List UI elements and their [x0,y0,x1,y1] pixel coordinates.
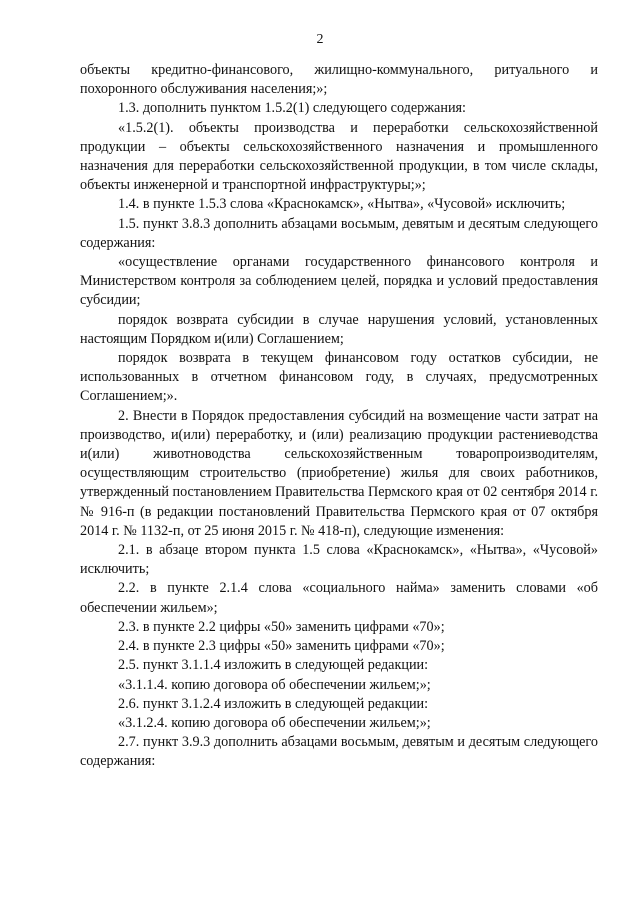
paragraph-quote-control: «осуществление органами государственного финансового контроля и Министерством контроля за соблюдением целей, порядка и условий предоставления субсидии; [80,254,598,309]
document-body [80,61,598,772]
paragraph-item-2-4: 2.4. в пункте 2.3 цифры «50» заменить цифрами «70»; [118,638,445,655]
paragraph-quote-1-5-2-1: «1.5.2(1). объекты производства и переработки сельскохозяйственной продукции – объекты сельскохозяйственного назначения и промышленного назначения для переработки сельскохозяйственной продукции, в том числе склады, объекты инженерной и транспортной инфраструктуры;»; [80,119,598,194]
paragraph-item-2-1: 2.1. в абзаце втором пункта 1.5 слова «Краснокамск», «Нытва», «Чусовой» исключить; [80,542,598,578]
paragraph-item-2-6: 2.6. пункт 3.1.2.4 изложить в следующей редакции: [118,695,429,712]
paragraph-item-2-3: 2.3. в пункте 2.2 цифры «50» заменить цифрами «70»; [118,618,445,635]
paragraph-item-2-2: 2.2. в пункте 2.1.4 слова «социального найма» заменить словами «об обеспечении жильем»; [80,580,598,616]
paragraph-continuation: объекты кредитно-финансового, жилищно-коммунального, ритуального и похоронного обслуживания населения;»; [80,62,598,98]
paragraph-item-1-3: 1.3. дополнить пунктом 1.5.2(1) следующего содержания: [118,100,467,117]
paragraph-quote-3-1-2-4: «3.1.2.4. копию договора об обеспечении жильем;»; [118,714,431,731]
paragraph-quote-3-1-1-4: «3.1.1.4. копию договора об обеспечении жильем;»; [118,676,431,693]
paragraph-item-2-5: 2.5. пункт 3.1.1.4 изложить в следующей редакции: [118,657,429,674]
paragraph-refund-remainder: порядок возврата в текущем финансовом году остатков субсидии, не использованных в отчетном финансовом году, в случаях, предусмотренных Соглашением;». [80,350,598,405]
paragraph-item-2: 2. Внести в Порядок предоставления субсидий на возмещение части затрат на производство, и(или) переработку, и (или) реализацию продукции растениеводства и(или) животноводства сельскохозяйственным товаропроизводителям, осуществляющим строительство (приобретение) жилья для своих работников, утвержденный постановлением Правительства Пермского края от 02 сентября 2014 г. № 916-п (в редакции постановлений Правительства Пермского края от 07 октября 2014 г. № 1132-п, от 25 июня 2015 г. № 418-п), следующие изменения: [80,407,598,539]
page-number: 2 [316,32,324,47]
paragraph-item-2-7: 2.7. пункт 3.9.3 дополнить абзацами восьмым, девятым и десятым следующего содержания: [80,734,598,770]
paragraph-item-1-5: 1.5. пункт 3.8.3 дополнить абзацами восьмым, девятым и десятым следующего содержания: [80,215,598,251]
paragraph-refund-violation: порядок возврата субсидии в случае нарушения условий, установленных настоящим Порядком и(или) Соглашением; [80,311,598,347]
paragraph-item-1-4: 1.4. в пункте 1.5.3 слова «Краснокамск», «Нытва», «Чусовой» исключить; [118,196,566,213]
